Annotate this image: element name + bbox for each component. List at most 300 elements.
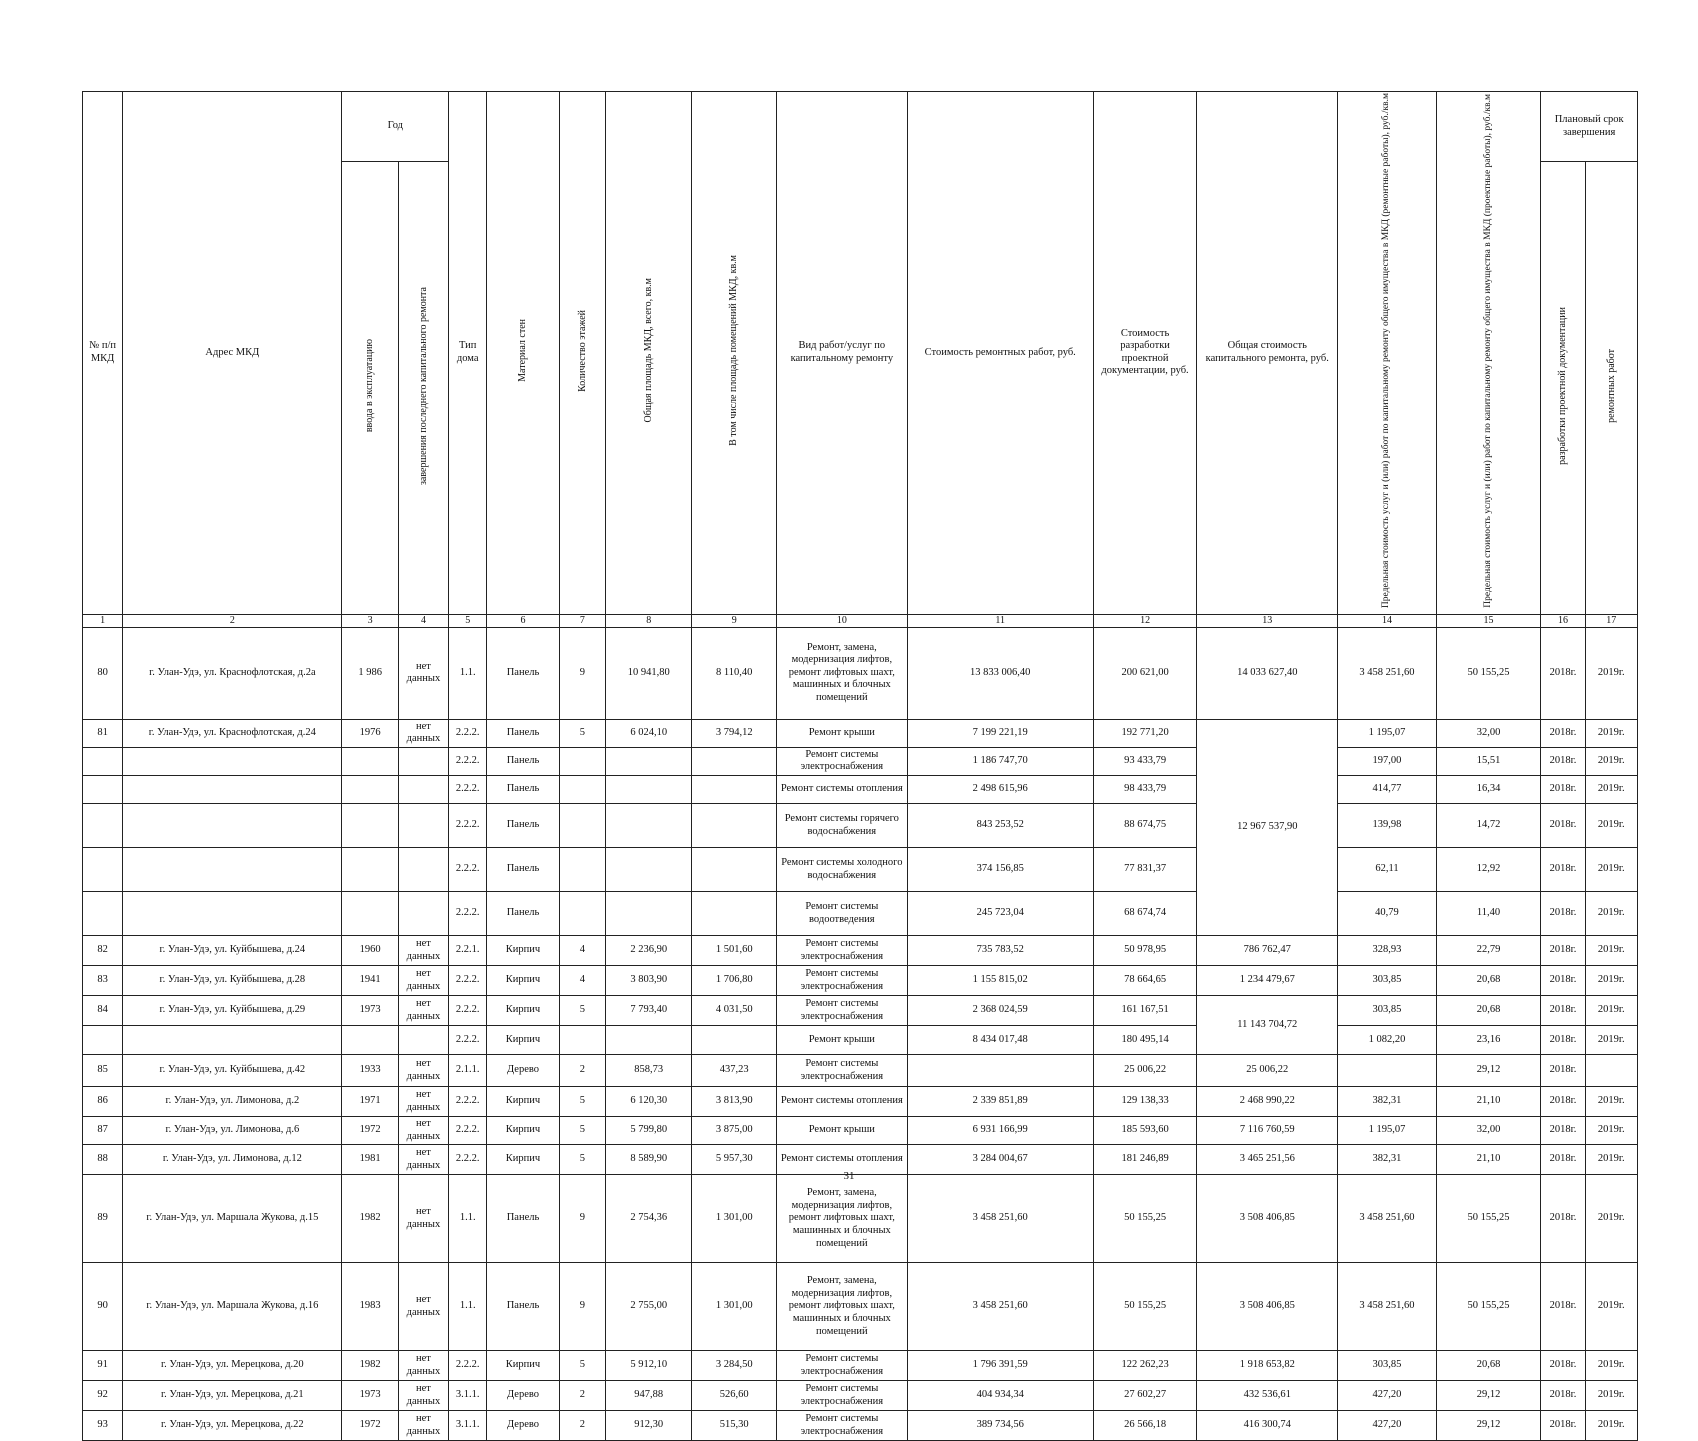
column-number: 17 [1585, 614, 1637, 627]
premises-area-cell [692, 1026, 776, 1055]
house-type-cell: 2.2.2. [449, 1145, 487, 1175]
limit-repair-cell: 328,93 [1338, 936, 1437, 966]
work-type-cell: Ремонт системы электроснабжения [776, 1351, 907, 1381]
address-cell: г. Улан-Удэ, ул. Мерецкова, д.22 [123, 1411, 342, 1441]
work-type-cell: Ремонт, замена, модернизация лифтов, ремонт лифтовых шахт, машинных и блочных помещений [776, 1263, 907, 1351]
year-commission-cell: 1983 [342, 1263, 398, 1351]
year-last-repair-cell: нет данных [398, 627, 448, 719]
wall-material-cell: Кирпич [487, 996, 559, 1026]
premises-area-cell: 3 284,50 [692, 1351, 776, 1381]
year-last-repair-cell [398, 804, 448, 848]
year-last-repair-cell: нет данных [398, 1117, 448, 1145]
deadline-design-cell: 2018г. [1541, 1175, 1585, 1263]
design-cost-cell: 200 621,00 [1093, 627, 1197, 719]
address-cell: г. Улан-Удэ, ул. Краснофлотская, д.24 [123, 719, 342, 747]
year-last-repair-cell: нет данных [398, 996, 448, 1026]
floors-cell [559, 747, 605, 775]
repair-cost-cell: 1 796 391,59 [907, 1351, 1093, 1381]
total-area-cell [605, 1026, 692, 1055]
house-type-cell: 1.1. [449, 1175, 487, 1263]
design-cost-cell: 185 593,60 [1093, 1117, 1197, 1145]
address-cell: г. Улан-Удэ, ул. Куйбышева, д.42 [123, 1055, 342, 1087]
wall-material-cell: Кирпич [487, 1026, 559, 1055]
address-cell [123, 776, 342, 804]
year-last-repair-cell: нет данных [398, 1351, 448, 1381]
address-cell: г. Улан-Удэ, ул. Лимонова, д.2 [123, 1087, 342, 1117]
repair-cost-cell: 735 783,52 [907, 936, 1093, 966]
wall-material-cell: Кирпич [487, 936, 559, 966]
total-area-cell: 2 755,00 [605, 1263, 692, 1351]
column-number: 15 [1436, 614, 1541, 627]
col-house-type-header: Тип дома [449, 92, 487, 615]
deadline-design-cell: 2018г. [1541, 996, 1585, 1026]
row-num-cell: 83 [83, 966, 123, 996]
floors-cell: 2 [559, 1055, 605, 1087]
house-type-cell: 2.2.2. [449, 966, 487, 996]
limit-repair-cell: 303,85 [1338, 1351, 1437, 1381]
address-cell [123, 1026, 342, 1055]
total-area-cell: 8 589,90 [605, 1145, 692, 1175]
limit-design-cell: 12,92 [1436, 848, 1541, 892]
row-num-cell [83, 848, 123, 892]
deadline-design-cell: 2018г. [1541, 936, 1585, 966]
total-area-cell: 947,88 [605, 1381, 692, 1411]
limit-design-cell: 14,72 [1436, 804, 1541, 848]
work-type-cell: Ремонт системы электроснабжения [776, 747, 907, 775]
repair-cost-cell: 245 723,04 [907, 892, 1093, 936]
design-cost-cell: 98 433,79 [1093, 776, 1197, 804]
limit-repair-cell: 427,20 [1338, 1381, 1437, 1411]
house-type-cell: 3.1.1. [449, 1411, 487, 1441]
limit-repair-cell: 414,77 [1338, 776, 1437, 804]
premises-area-cell [692, 804, 776, 848]
year-last-repair-cell: нет данных [398, 1087, 448, 1117]
design-cost-cell: 88 674,75 [1093, 804, 1197, 848]
col-year-group-header: Год [342, 92, 449, 162]
design-cost-cell: 25 006,22 [1093, 1055, 1197, 1087]
col-work-type-header: Вид работ/услуг по капитальному ремонту [776, 92, 907, 615]
house-type-cell: 2.2.1. [449, 936, 487, 966]
limit-design-cell: 32,00 [1436, 719, 1541, 747]
limit-repair-cell: 382,31 [1338, 1087, 1437, 1117]
column-number: 12 [1093, 614, 1197, 627]
year-commission-cell: 1972 [342, 1411, 398, 1441]
deadline-repair-cell: 2019г. [1585, 1175, 1637, 1263]
year-commission-cell: 1981 [342, 1145, 398, 1175]
total-cost-cell: 12 967 537,90 [1197, 719, 1338, 935]
column-number: 1 [83, 614, 123, 627]
limit-design-cell: 50 155,25 [1436, 1175, 1541, 1263]
col-wall-header: Материал стен [487, 92, 559, 615]
wall-material-cell: Панель [487, 747, 559, 775]
deadline-design-cell: 2018г. [1541, 1117, 1585, 1145]
year-commission-cell: 1941 [342, 966, 398, 996]
repair-cost-cell: 389 734,56 [907, 1411, 1093, 1441]
total-area-cell: 5 799,80 [605, 1117, 692, 1145]
address-cell: г. Улан-Удэ, ул. Куйбышева, д.24 [123, 936, 342, 966]
design-cost-cell: 93 433,79 [1093, 747, 1197, 775]
total-area-cell: 6 120,30 [605, 1087, 692, 1117]
deadline-repair-cell: 2019г. [1585, 848, 1637, 892]
limit-design-cell: 22,79 [1436, 936, 1541, 966]
deadline-design-cell: 2018г. [1541, 1087, 1585, 1117]
row-num-cell: 91 [83, 1351, 123, 1381]
design-cost-cell: 122 262,23 [1093, 1351, 1197, 1381]
wall-material-cell: Панель [487, 892, 559, 936]
deadline-repair-cell: 2019г. [1585, 1411, 1637, 1441]
address-cell [123, 848, 342, 892]
deadline-design-cell: 2018г. [1541, 892, 1585, 936]
premises-area-cell [692, 776, 776, 804]
repair-cost-cell: 1 186 747,70 [907, 747, 1093, 775]
address-cell: г. Улан-Удэ, ул. Куйбышева, д.28 [123, 966, 342, 996]
deadline-repair-cell: 2019г. [1585, 1117, 1637, 1145]
total-cost-cell: 14 033 627,40 [1197, 627, 1338, 719]
page-number: 31 [843, 1170, 855, 1182]
limit-repair-cell: 303,85 [1338, 966, 1437, 996]
year-last-repair-cell [398, 848, 448, 892]
work-type-cell: Ремонт системы холодного водоснабжения [776, 848, 907, 892]
premises-area-cell [692, 747, 776, 775]
year-commission-cell: 1933 [342, 1055, 398, 1087]
limit-repair-cell [1338, 1055, 1437, 1087]
limit-design-cell: 50 155,25 [1436, 627, 1541, 719]
table-row [83, 719, 1638, 747]
floors-cell: 2 [559, 1381, 605, 1411]
deadline-repair-cell: 2019г. [1585, 1145, 1637, 1175]
house-type-cell: 2.2.2. [449, 1351, 487, 1381]
row-num-cell: 88 [83, 1145, 123, 1175]
floors-cell: 5 [559, 996, 605, 1026]
row-num-cell: 84 [83, 996, 123, 1026]
work-type-cell: Ремонт, замена, модернизация лифтов, ремонт лифтовых шахт, машинных и блочных помещений [776, 1175, 907, 1263]
design-cost-cell: 180 495,14 [1093, 1026, 1197, 1055]
wall-material-cell: Панель [487, 1263, 559, 1351]
limit-repair-cell: 1 195,07 [1338, 719, 1437, 747]
year-commission-cell [342, 776, 398, 804]
limit-repair-cell: 3 458 251,60 [1338, 1175, 1437, 1263]
wall-material-cell: Панель [487, 719, 559, 747]
address-cell: г. Улан-Удэ, ул. Мерецкова, д.20 [123, 1351, 342, 1381]
deadline-repair-cell: 2019г. [1585, 966, 1637, 996]
premises-area-cell: 8 110,40 [692, 627, 776, 719]
col-deadline-repair-header: ремонтных работ [1585, 162, 1637, 614]
column-number: 8 [605, 614, 692, 627]
year-commission-cell: 1973 [342, 996, 398, 1026]
repair-cost-cell: 2 339 851,89 [907, 1087, 1093, 1117]
total-area-cell [605, 804, 692, 848]
limit-design-cell: 23,16 [1436, 1026, 1541, 1055]
deadline-design-cell: 2018г. [1541, 1381, 1585, 1411]
deadline-repair-cell: 2019г. [1585, 776, 1637, 804]
row-num-cell [83, 892, 123, 936]
work-type-cell: Ремонт системы электроснабжения [776, 1381, 907, 1411]
wall-material-cell: Панель [487, 804, 559, 848]
row-num-cell [83, 776, 123, 804]
address-cell: г. Улан-Удэ, ул. Мерецкова, д.21 [123, 1381, 342, 1411]
year-commission-cell: 1976 [342, 719, 398, 747]
limit-design-cell: 15,51 [1436, 747, 1541, 775]
design-cost-cell: 68 674,74 [1093, 892, 1197, 936]
limit-repair-cell: 3 458 251,60 [1338, 627, 1437, 719]
floors-cell: 5 [559, 719, 605, 747]
work-type-cell: Ремонт крыши [776, 719, 907, 747]
total-cost-cell: 3 465 251,56 [1197, 1145, 1338, 1175]
row-num-cell: 92 [83, 1381, 123, 1411]
total-cost-cell: 416 300,74 [1197, 1411, 1338, 1441]
total-area-cell [605, 848, 692, 892]
premises-area-cell: 1 301,00 [692, 1175, 776, 1263]
row-num-cell: 82 [83, 936, 123, 966]
deadline-repair-cell: 2019г. [1585, 1087, 1637, 1117]
year-commission-cell: 1960 [342, 936, 398, 966]
address-cell [123, 747, 342, 775]
total-cost-cell: 2 468 990,22 [1197, 1087, 1338, 1117]
work-type-cell: Ремонт системы электроснабжения [776, 1411, 907, 1441]
year-commission-cell [342, 892, 398, 936]
year-last-repair-cell [398, 1026, 448, 1055]
wall-material-cell: Панель [487, 627, 559, 719]
deadline-repair-cell: 2019г. [1585, 719, 1637, 747]
table-row [83, 1263, 1638, 1351]
year-commission-cell: 1982 [342, 1175, 398, 1263]
limit-repair-cell: 197,00 [1338, 747, 1437, 775]
wall-material-cell: Кирпич [487, 1351, 559, 1381]
row-num-cell [83, 1026, 123, 1055]
limit-design-cell: 11,40 [1436, 892, 1541, 936]
limit-repair-cell: 3 458 251,60 [1338, 1263, 1437, 1351]
limit-design-cell: 20,68 [1436, 996, 1541, 1026]
premises-area-cell: 3 813,90 [692, 1087, 776, 1117]
premises-area-cell [692, 848, 776, 892]
total-cost-cell: 432 536,61 [1197, 1381, 1338, 1411]
table-row [83, 1351, 1638, 1381]
column-number: 2 [123, 614, 342, 627]
wall-material-cell: Кирпич [487, 966, 559, 996]
house-type-cell: 2.2.2. [449, 848, 487, 892]
column-number-row [83, 614, 1638, 627]
address-cell: г. Улан-Удэ, ул. Краснофлотская, д.2а [123, 627, 342, 719]
deadline-design-cell: 2018г. [1541, 1145, 1585, 1175]
work-type-cell: Ремонт системы горячего водоснабжения [776, 804, 907, 848]
row-num-cell: 80 [83, 627, 123, 719]
col-year-commission-header: ввода в эксплуатацию [342, 162, 398, 614]
premises-area-cell: 4 031,50 [692, 996, 776, 1026]
house-type-cell: 2.2.2. [449, 996, 487, 1026]
deadline-repair-cell: 2019г. [1585, 747, 1637, 775]
limit-repair-cell: 303,85 [1338, 996, 1437, 1026]
house-type-cell: 2.2.2. [449, 719, 487, 747]
total-area-cell: 858,73 [605, 1055, 692, 1087]
total-area-cell: 3 803,90 [605, 966, 692, 996]
work-type-cell: Ремонт крыши [776, 1117, 907, 1145]
limit-design-cell: 21,10 [1436, 1145, 1541, 1175]
floors-cell: 4 [559, 936, 605, 966]
wall-material-cell: Панель [487, 776, 559, 804]
repair-cost-cell: 13 833 006,40 [907, 627, 1093, 719]
work-type-cell: Ремонт системы электроснабжения [776, 936, 907, 966]
house-type-cell: 1.1. [449, 627, 487, 719]
row-num-cell: 86 [83, 1087, 123, 1117]
repair-cost-cell: 1 155 815,02 [907, 966, 1093, 996]
floors-cell [559, 892, 605, 936]
col-year-last-repair-header: завершения последнего капитального ремонта [398, 162, 448, 614]
work-type-cell: Ремонт системы электроснабжения [776, 996, 907, 1026]
column-number: 14 [1338, 614, 1437, 627]
total-area-cell: 7 793,40 [605, 996, 692, 1026]
address-cell [123, 804, 342, 848]
total-cost-cell: 3 508 406,85 [1197, 1263, 1338, 1351]
table-header [83, 92, 1638, 628]
column-number: 11 [907, 614, 1093, 627]
total-cost-cell: 11 143 704,72 [1197, 996, 1338, 1055]
design-cost-cell: 192 771,20 [1093, 719, 1197, 747]
row-num-cell [83, 804, 123, 848]
total-cost-cell: 1 918 653,82 [1197, 1351, 1338, 1381]
repair-register-table [82, 91, 1638, 1441]
total-area-cell: 912,30 [605, 1411, 692, 1441]
column-number: 13 [1197, 614, 1338, 627]
total-area-cell: 2 754,36 [605, 1175, 692, 1263]
year-commission-cell: 1982 [342, 1351, 398, 1381]
repair-cost-cell: 843 253,52 [907, 804, 1093, 848]
deadline-repair-cell: 2019г. [1585, 1263, 1637, 1351]
column-number: 4 [398, 614, 448, 627]
limit-design-cell: 20,68 [1436, 1351, 1541, 1381]
col-limit-design-header: Предельная стоимость услуг и (или) работ по капитальному ремонту общего имущества в МКД (проектные работы), руб./кв.м [1436, 92, 1541, 615]
deadline-design-cell: 2018г. [1541, 719, 1585, 747]
repair-cost-cell: 8 434 017,48 [907, 1026, 1093, 1055]
year-last-repair-cell: нет данных [398, 1263, 448, 1351]
floors-cell: 9 [559, 1263, 605, 1351]
deadline-design-cell: 2018г. [1541, 1026, 1585, 1055]
design-cost-cell: 50 978,95 [1093, 936, 1197, 966]
total-area-cell: 5 912,10 [605, 1351, 692, 1381]
table-row [83, 1026, 1638, 1055]
year-commission-cell: 1973 [342, 1381, 398, 1411]
address-cell: г. Улан-Удэ, ул. Маршала Жукова, д.15 [123, 1175, 342, 1263]
deadline-repair-cell: 2019г. [1585, 1351, 1637, 1381]
year-last-repair-cell [398, 747, 448, 775]
house-type-cell: 2.2.2. [449, 776, 487, 804]
work-type-cell: Ремонт системы отопления [776, 776, 907, 804]
table-row [83, 996, 1638, 1026]
column-number: 5 [449, 614, 487, 627]
col-num-header: № п/п МКД [83, 92, 123, 615]
repair-cost-cell: 3 284 004,67 [907, 1145, 1093, 1175]
repair-cost-cell: 2 498 615,96 [907, 776, 1093, 804]
limit-design-cell: 16,34 [1436, 776, 1541, 804]
col-address-header: Адрес МКД [123, 92, 342, 615]
limit-repair-cell: 40,79 [1338, 892, 1437, 936]
table-row [83, 1175, 1638, 1263]
premises-area-cell: 1 706,80 [692, 966, 776, 996]
year-last-repair-cell: нет данных [398, 1381, 448, 1411]
year-last-repair-cell: нет данных [398, 1411, 448, 1441]
premises-area-cell: 1 301,00 [692, 1263, 776, 1351]
col-total-cost-header: Общая стоимость капитального ремонта, руб. [1197, 92, 1338, 615]
floors-cell: 5 [559, 1087, 605, 1117]
col-floors-header: Количество этажей [559, 92, 605, 615]
work-type-cell: Ремонт крыши [776, 1026, 907, 1055]
wall-material-cell: Кирпич [487, 1117, 559, 1145]
repair-cost-cell [907, 1055, 1093, 1087]
design-cost-cell: 27 602,27 [1093, 1381, 1197, 1411]
deadline-design-cell: 2018г. [1541, 804, 1585, 848]
total-cost-cell: 25 006,22 [1197, 1055, 1338, 1087]
house-type-cell: 2.2.2. [449, 1026, 487, 1055]
year-last-repair-cell: нет данных [398, 936, 448, 966]
deadline-repair-cell: 2019г. [1585, 1026, 1637, 1055]
limit-design-cell: 20,68 [1436, 966, 1541, 996]
col-total-area-header: Общая площадь МКД, всего, кв.м [605, 92, 692, 615]
col-design-cost-header: Стоимость разработки проектной документации, руб. [1093, 92, 1197, 615]
deadline-design-cell: 2018г. [1541, 1263, 1585, 1351]
wall-material-cell: Панель [487, 1175, 559, 1263]
floors-cell: 4 [559, 966, 605, 996]
total-area-cell [605, 747, 692, 775]
work-type-cell: Ремонт системы водоотведения [776, 892, 907, 936]
table-row [83, 892, 1638, 936]
col-deadline-group-header: Плановый срок завершения [1541, 92, 1638, 162]
year-last-repair-cell: нет данных [398, 1055, 448, 1087]
year-commission-cell: 1972 [342, 1117, 398, 1145]
house-type-cell: 2.2.2. [449, 804, 487, 848]
floors-cell [559, 804, 605, 848]
limit-repair-cell: 62,11 [1338, 848, 1437, 892]
table-row [83, 776, 1638, 804]
deadline-design-cell: 2018г. [1541, 747, 1585, 775]
premises-area-cell [692, 892, 776, 936]
wall-material-cell: Кирпич [487, 1087, 559, 1117]
total-cost-cell: 1 234 479,67 [1197, 966, 1338, 996]
address-cell: г. Улан-Удэ, ул. Лимонова, д.12 [123, 1145, 342, 1175]
year-last-repair-cell [398, 892, 448, 936]
year-last-repair-cell: нет данных [398, 1175, 448, 1263]
wall-material-cell: Дерево [487, 1381, 559, 1411]
design-cost-cell: 26 566,18 [1093, 1411, 1197, 1441]
table-row [83, 848, 1638, 892]
year-last-repair-cell [398, 776, 448, 804]
year-commission-cell: 1 986 [342, 627, 398, 719]
deadline-repair-cell: 2019г. [1585, 936, 1637, 966]
design-cost-cell: 129 138,33 [1093, 1087, 1197, 1117]
deadline-design-cell: 2018г. [1541, 776, 1585, 804]
year-last-repair-cell: нет данных [398, 966, 448, 996]
house-type-cell: 1.1. [449, 1263, 487, 1351]
limit-design-cell: 50 155,25 [1436, 1263, 1541, 1351]
address-cell: г. Улан-Удэ, ул. Маршала Жукова, д.16 [123, 1263, 342, 1351]
total-area-cell [605, 776, 692, 804]
table-row [83, 966, 1638, 996]
floors-cell: 5 [559, 1117, 605, 1145]
year-commission-cell [342, 848, 398, 892]
floors-cell: 5 [559, 1351, 605, 1381]
col-limit-repair-header: Предельная стоимость услуг и (или) работ по капитальному ремонту общего имущества в МКД (ремонтные работы), руб./кв.м [1338, 92, 1437, 615]
deadline-design-cell: 2018г. [1541, 627, 1585, 719]
deadline-design-cell: 2018г. [1541, 966, 1585, 996]
work-type-cell: Ремонт системы электроснабжения [776, 1055, 907, 1087]
table-row [83, 936, 1638, 966]
premises-area-cell: 515,30 [692, 1411, 776, 1441]
table-body [83, 627, 1638, 1441]
col-repair-cost-header: Стоимость ремонтных работ, руб. [907, 92, 1093, 615]
deadline-repair-cell [1585, 1055, 1637, 1087]
wall-material-cell: Дерево [487, 1055, 559, 1087]
table-row [83, 747, 1638, 775]
year-commission-cell [342, 747, 398, 775]
column-number: 7 [559, 614, 605, 627]
